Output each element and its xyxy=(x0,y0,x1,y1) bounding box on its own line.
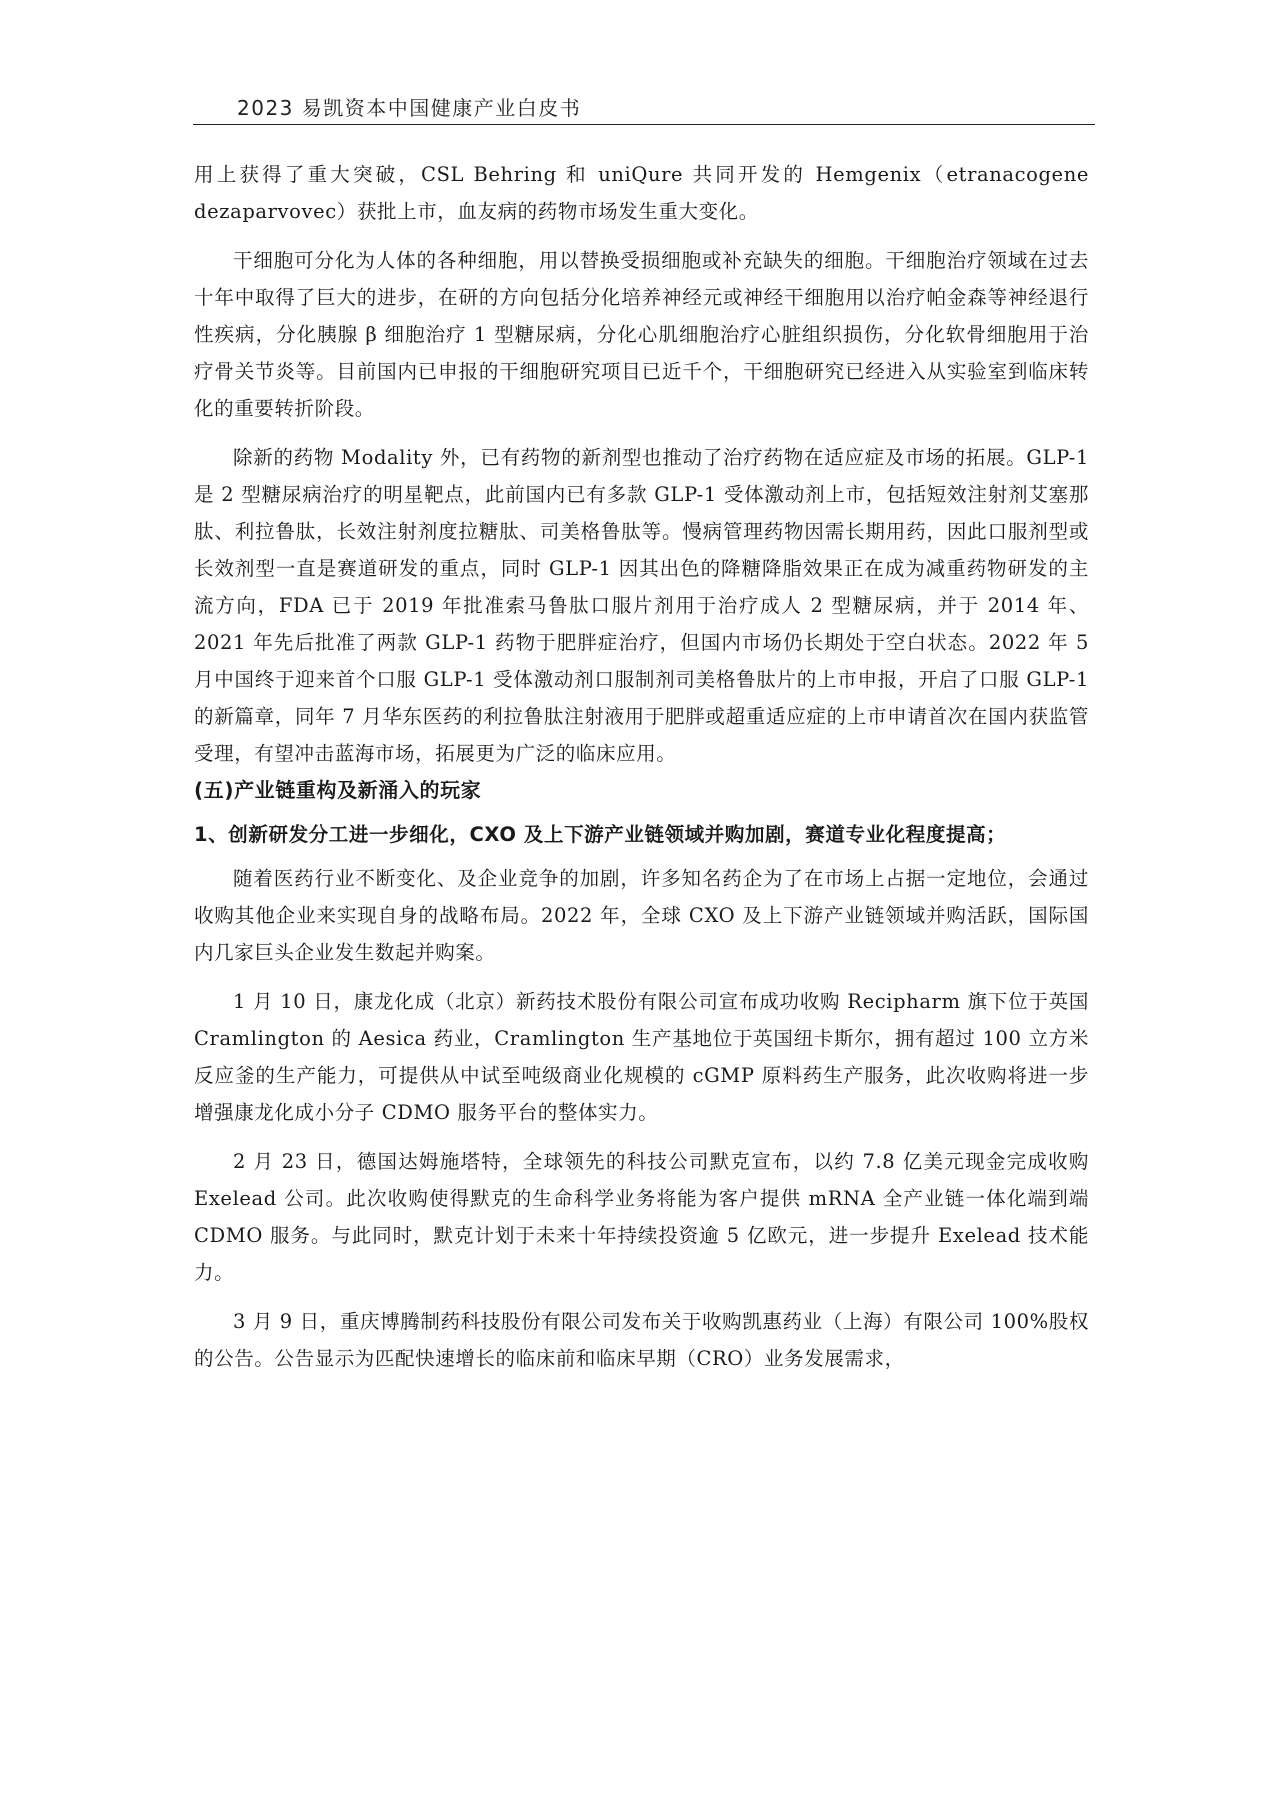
paragraph-feb-23: 2 月 23 日，德国达姆施塔特，全球领先的科技公司默克宣布，以约 7.8 亿美元现金完成收购 Exelead 公司。此次收购使得默克的生命科学业务将能为客户提供 mRNA 全产业链一体化端到端 CDMO 服务。与此同时，默克计划于未来十年持续投资逾 5 亿欧元，进一步提升 Exelead 技术能力。 xyxy=(194,1150,1089,1284)
paragraph-hemgenix: 用上获得了重大突破，CSL Behring 和 uniQure 共同开发的 Hemgenix（etranacogene dezaparvovec）获批上市，血友病的药物市场发生重大变化。 xyxy=(194,163,1089,223)
paragraph-glp1: 除新的药物 Modality 外，已有药物的新剂型也推动了治疗药物在适应症及市场的拓展。GLP-1 是 2 型糖尿病治疗的明星靶点，此前国内已有多款 GLP-1 受体激动剂上市，包括短效注射剂艾塞那肽、利拉鲁肽，长效注射剂度拉糖肽、司美格鲁肽等。慢病管理药物因需长期用药，因此口服剂型或长效剂型一直是赛道研发的重点，同时 GLP-1 因其出色的降糖降脂效果正在成为减重药物研发的主流方向，FDA 已于 2019 年批准索马鲁肽口服片剂用于治疗成人 2 型糖尿病，并于 2014 年、2021 年先后批准了两款 GLP-1 药物于肥胖症治疗，但国内市场仍长期处于空白状态。2022 年 5 月中国终于迎来首个口服 GLP-1 受体激动剂口服制剂司美格鲁肽片的上市申报，开启了口服 GLP-1 的新篇章，同年 7 月华东医药的利拉鲁肽注射液用于肥胖或超重适应症的上市申请首次在国内获监管受理，有望冲击蓝海市场，拓展更为广泛的临床应用。 xyxy=(194,446,1089,765)
paragraph-jan-10: 1 月 10 日，康龙化成（北京）新药技术股份有限公司宣布成功收购 Recipharm 旗下位于英国 Cramlington 的 Aesica 药业，Cramlington 生产基地位于英国纽卡斯尔，拥有超过 100 立方米反应釜的生产能力，可提供从中试至吨级商业化规模的 cGMP 原料药生产服务，此次收购将进一步增强康龙化成小分子 CDMO 服务平台的整体实力。 xyxy=(194,990,1089,1124)
paragraph-mar-9: 3 月 9 日，重庆博腾制药科技股份有限公司发布关于收购凯惠药业（上海）有限公司 100%股权的公告。公告显示为匹配快速增长的临床前和临床早期（CRO）业务发展需求， xyxy=(194,1310,1089,1370)
header-title: 2023 易凯资本中国健康产业白皮书 xyxy=(237,96,582,120)
paragraph-stem-cells: 干细胞可分化为人体的各种细胞，用以替换受损细胞或补充缺失的细胞。干细胞治疗领域在过去十年中取得了巨大的进步，在研的方向包括分化培养神经元或神经干细胞用以治疗帕金森等神经退行性疾病，分化胰腺 β 细胞治疗 1 型糖尿病，分化心肌细胞治疗心脏组织损伤，分化软骨细胞用于治疗骨关节炎等。目前国内已申报的干细胞研究项目已近千个，干细胞研究已经进入从实验室到临床转化的重要转折阶段。 xyxy=(194,249,1089,420)
paragraph-mna-overview: 随着医药行业不断变化、及企业竞争的加剧，许多知名药企为了在市场上占据一定地位，会通过收购其他企业来实现自身的战略布局。2022 年，全球 CXO 及上下游产业链领域并购活跃，国际国内几家巨头企业发生数起并购案。 xyxy=(194,867,1089,964)
document-body xyxy=(194,156,1089,1377)
section-heading: (五)产业链重构及新涌入的玩家 xyxy=(194,778,482,802)
page-header xyxy=(193,88,1095,125)
sub-heading: 1、创新研发分工进一步细化，CXO 及上下游产业链领域并购加剧，赛道专业化程度提高； xyxy=(194,823,1007,846)
